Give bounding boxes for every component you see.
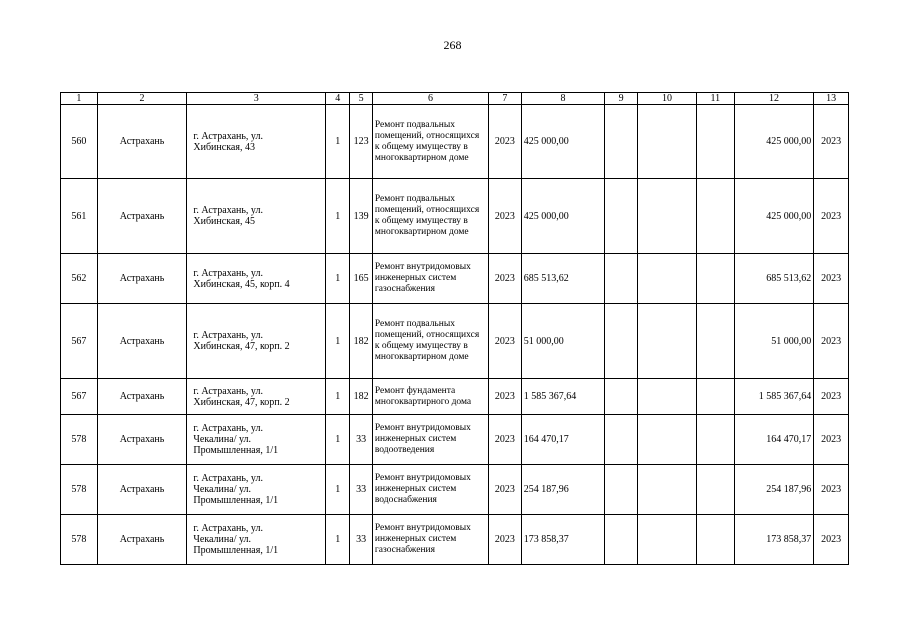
- row-number-cell: 562: [61, 254, 98, 304]
- row-number-cell: 578: [61, 465, 98, 515]
- address-cell: [187, 179, 326, 254]
- column-number: 6: [372, 93, 488, 105]
- city-cell: Астрахань: [97, 105, 187, 179]
- city-cell: Астрахань: [97, 379, 187, 415]
- col11-cell: [697, 105, 735, 179]
- address-cell: [187, 515, 326, 565]
- work-type-cell: Ремонт подвальных помещений, относящихся к общему имуществу в многоквартирном доме: [372, 304, 488, 379]
- table-row: [61, 379, 849, 415]
- col5-cell: 182: [350, 379, 372, 415]
- total-cost-cell: 164 470,17: [734, 415, 814, 465]
- col5-cell: 165: [350, 254, 372, 304]
- col10-cell: [637, 304, 696, 379]
- city-cell: Астрахань: [97, 515, 187, 565]
- col11-cell: [697, 304, 735, 379]
- year-cell: 2023: [489, 379, 522, 415]
- address-line: г. Астрахань, ул.: [193, 130, 263, 142]
- col11-cell: [697, 515, 735, 565]
- col11-cell: [697, 465, 735, 515]
- address-line: Промышленная, 1/1: [193, 545, 279, 556]
- address-line: Хибинская, 47, корп. 2: [193, 341, 290, 352]
- table-row: [61, 515, 849, 565]
- column-number: 9: [605, 93, 638, 105]
- work-type-cell: Ремонт подвальных помещений, относящихся к общему имуществу в многоквартирном доме: [372, 179, 488, 254]
- total-cost-cell: 51 000,00: [734, 304, 814, 379]
- year-cell: 2023: [489, 304, 522, 379]
- col4-cell: 1: [326, 379, 350, 415]
- city-cell: Астрахань: [97, 304, 187, 379]
- table-row: [61, 465, 849, 515]
- total-cost-cell: 254 187,96: [734, 465, 814, 515]
- completion-year-cell: 2023: [814, 465, 849, 515]
- total-cost-cell: 1 585 367,64: [734, 379, 814, 415]
- address-cell: [187, 254, 326, 304]
- completion-year-cell: 2023: [814, 415, 849, 465]
- col9-cell: [605, 465, 638, 515]
- address-line: Чекалина/ ул.: [193, 534, 252, 545]
- address-line: Чекалина/ ул.: [193, 434, 252, 445]
- row-number-cell: 567: [61, 379, 98, 415]
- col11-cell: [697, 179, 735, 254]
- col10-cell: [637, 254, 696, 304]
- table-row: [61, 105, 849, 179]
- column-number: 8: [521, 93, 605, 105]
- col5-cell: 182: [350, 304, 372, 379]
- row-number-cell: 567: [61, 304, 98, 379]
- column-number: 12: [734, 93, 814, 105]
- col9-cell: [605, 415, 638, 465]
- col4-cell: 1: [326, 254, 350, 304]
- col5-cell: 139: [350, 179, 372, 254]
- col9-cell: [605, 105, 638, 179]
- row-number-cell: 578: [61, 415, 98, 465]
- col4-cell: 1: [326, 105, 350, 179]
- col9-cell: [605, 254, 638, 304]
- year-cell: 2023: [489, 105, 522, 179]
- col4-cell: 1: [326, 179, 350, 254]
- table-row: [61, 415, 849, 465]
- work-type-cell: Ремонт фундамента многоквартирного дома: [372, 379, 488, 415]
- col11-cell: [697, 415, 735, 465]
- address-line: Промышленная, 1/1: [193, 445, 279, 456]
- column-number: 13: [814, 93, 849, 105]
- repair-table: [60, 92, 849, 565]
- table-row: [61, 254, 849, 304]
- col11-cell: [697, 254, 735, 304]
- col10-cell: [637, 105, 696, 179]
- completion-year-cell: 2023: [814, 254, 849, 304]
- total-cost-cell: 425 000,00: [734, 105, 814, 179]
- city-cell: Астрахань: [97, 254, 187, 304]
- address-cell: [187, 465, 326, 515]
- column-number: 1: [61, 93, 98, 105]
- cost-cell: 1 585 367,64: [521, 379, 605, 415]
- column-number: 2: [97, 93, 187, 105]
- completion-year-cell: 2023: [814, 304, 849, 379]
- cost-cell: 51 000,00: [521, 304, 605, 379]
- completion-year-cell: 2023: [814, 105, 849, 179]
- city-cell: Астрахань: [97, 179, 187, 254]
- col10-cell: [637, 515, 696, 565]
- col10-cell: [637, 379, 696, 415]
- city-cell: Астрахань: [97, 415, 187, 465]
- col11-cell: [697, 379, 735, 415]
- column-number: 3: [187, 93, 326, 105]
- row-number-cell: 560: [61, 105, 98, 179]
- work-type-cell: Ремонт внутридомовых инженерных систем газоснабжения: [372, 515, 488, 565]
- address-cell: [187, 105, 326, 179]
- col9-cell: [605, 179, 638, 254]
- address-line: Хибинская, 45, корп. 4: [193, 278, 290, 290]
- cost-cell: 254 187,96: [521, 465, 605, 515]
- col4-cell: 1: [326, 465, 350, 515]
- city-cell: Астрахань: [97, 465, 187, 515]
- address-line: г. Астрахань, ул.: [193, 423, 263, 434]
- column-number: 11: [697, 93, 735, 105]
- address-line: г. Астрахань, ул.: [193, 205, 263, 216]
- completion-year-cell: 2023: [814, 379, 849, 415]
- work-type-cell: Ремонт внутридомовых инженерных систем водоснабжения: [372, 465, 488, 515]
- col4-cell: 1: [326, 304, 350, 379]
- col10-cell: [637, 179, 696, 254]
- cost-cell: 685 513,62: [521, 254, 605, 304]
- year-cell: 2023: [489, 254, 522, 304]
- address-line: г. Астрахань, ул.: [193, 523, 263, 534]
- address-line: г. Астрахань, ул.: [193, 330, 263, 341]
- column-number: 10: [637, 93, 696, 105]
- row-number-cell: 578: [61, 515, 98, 565]
- column-number: 7: [489, 93, 522, 105]
- col9-cell: [605, 515, 638, 565]
- column-number: 5: [350, 93, 372, 105]
- row-number-cell: 561: [61, 179, 98, 254]
- col5-cell: 33: [350, 465, 372, 515]
- address-line: г. Астрахань, ул.: [193, 385, 263, 397]
- col9-cell: [605, 379, 638, 415]
- address-line: Чекалина/ ул.: [193, 484, 252, 495]
- col10-cell: [637, 415, 696, 465]
- address-cell: [187, 304, 326, 379]
- page-number: 268: [443, 38, 462, 52]
- work-type-cell: Ремонт внутридомовых инженерных систем водоотведения: [372, 415, 488, 465]
- work-type-cell: Ремонт подвальных помещений, относящихся к общему имуществу в многоквартирном доме: [372, 105, 488, 179]
- cost-cell: 425 000,00: [521, 179, 605, 254]
- total-cost-cell: 425 000,00: [734, 179, 814, 254]
- work-type-cell: Ремонт внутридомовых инженерных систем газоснабжения: [372, 254, 488, 304]
- total-cost-cell: 685 513,62: [734, 254, 814, 304]
- address-line: г. Астрахань, ул.: [193, 267, 263, 279]
- address-line: Хибинская, 45: [193, 216, 255, 227]
- completion-year-cell: 2023: [814, 515, 849, 565]
- cost-cell: 164 470,17: [521, 415, 605, 465]
- col5-cell: 33: [350, 515, 372, 565]
- column-number: 4: [326, 93, 350, 105]
- col10-cell: [637, 465, 696, 515]
- year-cell: 2023: [489, 465, 522, 515]
- address-cell: [187, 415, 326, 465]
- col5-cell: 33: [350, 415, 372, 465]
- col5-cell: 123: [350, 105, 372, 179]
- year-cell: 2023: [489, 179, 522, 254]
- table-row: [61, 304, 849, 379]
- col9-cell: [605, 304, 638, 379]
- completion-year-cell: 2023: [814, 179, 849, 254]
- col4-cell: 1: [326, 515, 350, 565]
- address-line: г. Астрахань, ул.: [193, 473, 263, 484]
- column-number-row: [61, 93, 849, 105]
- cost-cell: 425 000,00: [521, 105, 605, 179]
- year-cell: 2023: [489, 515, 522, 565]
- address-line: Промышленная, 1/1: [193, 495, 279, 506]
- table-row: [61, 179, 849, 254]
- cost-cell: 173 858,37: [521, 515, 605, 565]
- address-cell: [187, 379, 326, 415]
- col4-cell: 1: [326, 415, 350, 465]
- total-cost-cell: 173 858,37: [734, 515, 814, 565]
- year-cell: 2023: [489, 415, 522, 465]
- address-line: Хибинская, 43: [193, 141, 255, 153]
- address-line: Хибинская, 47, корп. 2: [193, 396, 290, 408]
